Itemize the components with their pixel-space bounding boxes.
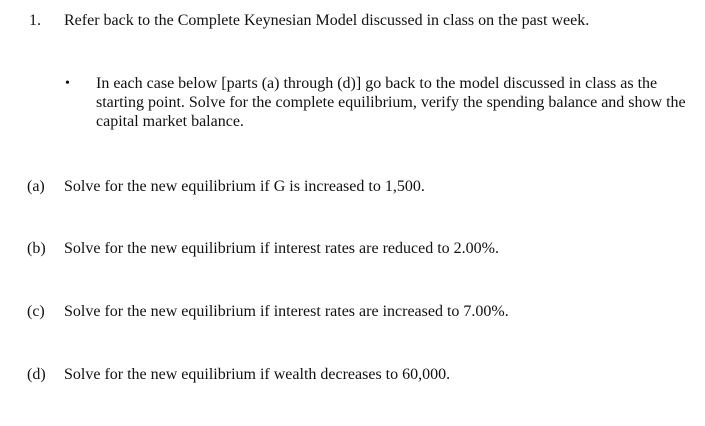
part-a-label: (a) (27, 178, 45, 195)
part-d-label: (d) (27, 366, 46, 383)
bullet-instructions: In each case below [parts (a) through (d)] go back to the model discussed in class as the starting point. Solve for the complete equilibrium, verify the spending balance and show the capital market balance. (96, 75, 686, 130)
part-b-text: Solve for the new equilibrium if interest rates are reduced to 2.00%. (64, 240, 499, 257)
part-c (27, 302, 509, 322)
part-a-text: Solve for the new equilibrium if G is increased to 1,500. (64, 178, 425, 195)
part-d (27, 365, 450, 385)
part-a (27, 177, 425, 197)
bullet-marker: • (65, 76, 70, 91)
part-b-label: (b) (27, 240, 46, 257)
question-number: 1. (29, 12, 41, 29)
part-c-text: Solve for the new equilibrium if interest rates are increased to 7.00%. (64, 303, 509, 320)
part-d-text: Solve for the new equilibrium if wealth decreases to 60,000. (64, 366, 451, 383)
question-text: Refer back to the Complete Keynesian Model discussed in class on the past week. (64, 12, 590, 29)
part-b (27, 239, 499, 259)
part-c-label: (c) (27, 303, 45, 320)
